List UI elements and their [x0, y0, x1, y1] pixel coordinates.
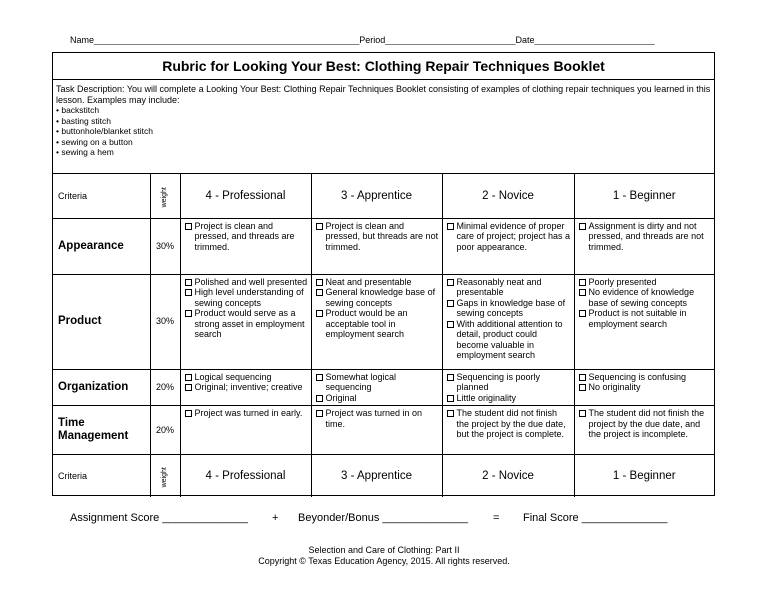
descriptor-cell	[311, 369, 442, 406]
descriptor-cell	[311, 218, 442, 274]
descriptor-cell	[442, 274, 574, 369]
descriptor-item: Project is clean and pressed, but threads are not trimmed.	[315, 221, 439, 253]
level-header-professional: 4 - Professional	[180, 174, 311, 218]
descriptor-cell	[574, 369, 714, 406]
descriptor-cell	[574, 406, 714, 455]
descriptor-item: Little originality	[446, 393, 571, 404]
level-header-beginner: 1 - Beginner	[574, 174, 714, 218]
task-description-text: Task Description: You will complete a Looking Your Best: Clothing Repair Techniques Booklet consisting of examples of clothing repair techniques you learned in this lesson. Examples may include:	[56, 84, 711, 105]
descriptor-item: Product would serve as a strong asset in employment search	[184, 308, 308, 340]
descriptor-item: Poorly presented	[578, 277, 712, 288]
equals-sign: =	[493, 512, 500, 524]
weight-value: 20%	[150, 369, 180, 406]
descriptor-item: Reasonably neat and presentable	[446, 277, 571, 298]
descriptor-item: Project was turned in early.	[184, 408, 308, 419]
page-footer	[0, 545, 768, 567]
level-header-beginner: 1 - Beginner	[574, 455, 714, 497]
level-header-professional: 4 - Professional	[180, 455, 311, 497]
examples-list	[56, 105, 711, 158]
descriptor-item: Gaps in knowledge base of sewing concepts	[446, 298, 571, 319]
rubric-title: Rubric for Looking Your Best: Clothing Repair Techniques Booklet	[53, 53, 714, 80]
descriptor-item: Project is clean and pressed, and threads are trimmed.	[184, 221, 308, 253]
example-item: • buttonhole/blanket stitch	[56, 126, 711, 137]
descriptor-item: No originality	[578, 382, 712, 393]
descriptor-cell	[442, 406, 574, 455]
weight-value: 30%	[150, 218, 180, 274]
criterion-appearance: Appearance	[53, 218, 150, 274]
final-score: Final Score ______________	[523, 512, 668, 524]
example-item: • basting stitch	[56, 116, 711, 127]
descriptor-cell	[180, 369, 311, 406]
level-header-novice: 2 - Novice	[442, 455, 574, 497]
example-item: • sewing on a button	[56, 137, 711, 148]
name-period-date-line: Name_____________________________________________________Period__________________________Date________________________	[70, 35, 655, 45]
descriptor-item: Project was turned in on time.	[315, 408, 439, 429]
table-row	[53, 274, 714, 369]
descriptor-item: Minimal evidence of proper care of project; project has a poor appearance.	[446, 221, 571, 253]
descriptor-cell	[180, 218, 311, 274]
course-name: Selection and Care of Clothing: Part II	[308, 545, 460, 555]
bonus-score: Beyonder/Bonus ______________	[298, 512, 469, 524]
assignment-score: Assignment Score ______________	[70, 512, 248, 524]
descriptor-cell	[574, 218, 714, 274]
table-row	[53, 218, 714, 274]
weight-header: weight	[150, 455, 180, 497]
descriptor-item: Original; inventive; creative	[184, 382, 308, 393]
descriptor-item: Somewhat logical sequencing	[315, 372, 439, 393]
criterion-time-management: Time Management	[53, 406, 150, 455]
descriptor-item: High level understanding of sewing concepts	[184, 287, 308, 308]
descriptor-cell	[574, 274, 714, 369]
descriptor-item: The student did not finish the project by the due date, and the project is incomplete.	[578, 408, 712, 440]
plus-sign: +	[272, 512, 279, 524]
level-header-novice: 2 - Novice	[442, 174, 574, 218]
descriptor-cell	[180, 406, 311, 455]
descriptor-item: Product would be an acceptable tool in employment search	[315, 308, 439, 340]
weight-value: 20%	[150, 406, 180, 455]
criterion-organization: Organization	[53, 369, 150, 406]
rubric-table	[53, 174, 714, 497]
task-description	[53, 80, 714, 174]
criteria-header: Criteria	[53, 174, 150, 218]
criteria-header: Criteria	[53, 455, 150, 497]
example-item: • backstitch	[56, 105, 711, 116]
level-header-apprentice: 3 - Apprentice	[311, 174, 442, 218]
table-row	[53, 406, 714, 455]
descriptor-item: No evidence of knowledge base of sewing concepts	[578, 287, 712, 308]
weight-value: 30%	[150, 274, 180, 369]
descriptor-item: Sequencing is confusing	[578, 372, 712, 383]
rubric-box	[52, 52, 715, 496]
descriptor-item: Polished and well presented	[184, 277, 308, 288]
descriptor-cell	[442, 218, 574, 274]
descriptor-cell	[311, 406, 442, 455]
descriptor-item: With additional attention to detail, product could become valuable in employment search	[446, 319, 571, 361]
descriptor-item: General knowledge base of sewing concepts	[315, 287, 439, 308]
descriptor-item: Logical sequencing	[184, 372, 308, 383]
descriptor-cell	[311, 274, 442, 369]
descriptor-item: The student did not finish the project by the due date, but the project is complete.	[446, 408, 571, 440]
descriptor-item: Neat and presentable	[315, 277, 439, 288]
example-item: • sewing a hem	[56, 147, 711, 158]
descriptor-item: Product is not suitable in employment search	[578, 308, 712, 329]
copyright-notice: Copyright © Texas Education Agency, 2015. All rights reserved.	[258, 556, 510, 566]
table-row	[53, 369, 714, 406]
header-row	[53, 174, 714, 218]
level-header-apprentice: 3 - Apprentice	[311, 455, 442, 497]
descriptor-item: Original	[315, 393, 439, 404]
weight-header: weight	[150, 174, 180, 218]
descriptor-item: Sequencing is poorly planned	[446, 372, 571, 393]
descriptor-item: Assignment is dirty and not pressed, and threads are not trimmed.	[578, 221, 712, 253]
descriptor-cell	[442, 369, 574, 406]
descriptor-cell	[180, 274, 311, 369]
footer-header-row	[53, 455, 714, 497]
criterion-product: Product	[53, 274, 150, 369]
